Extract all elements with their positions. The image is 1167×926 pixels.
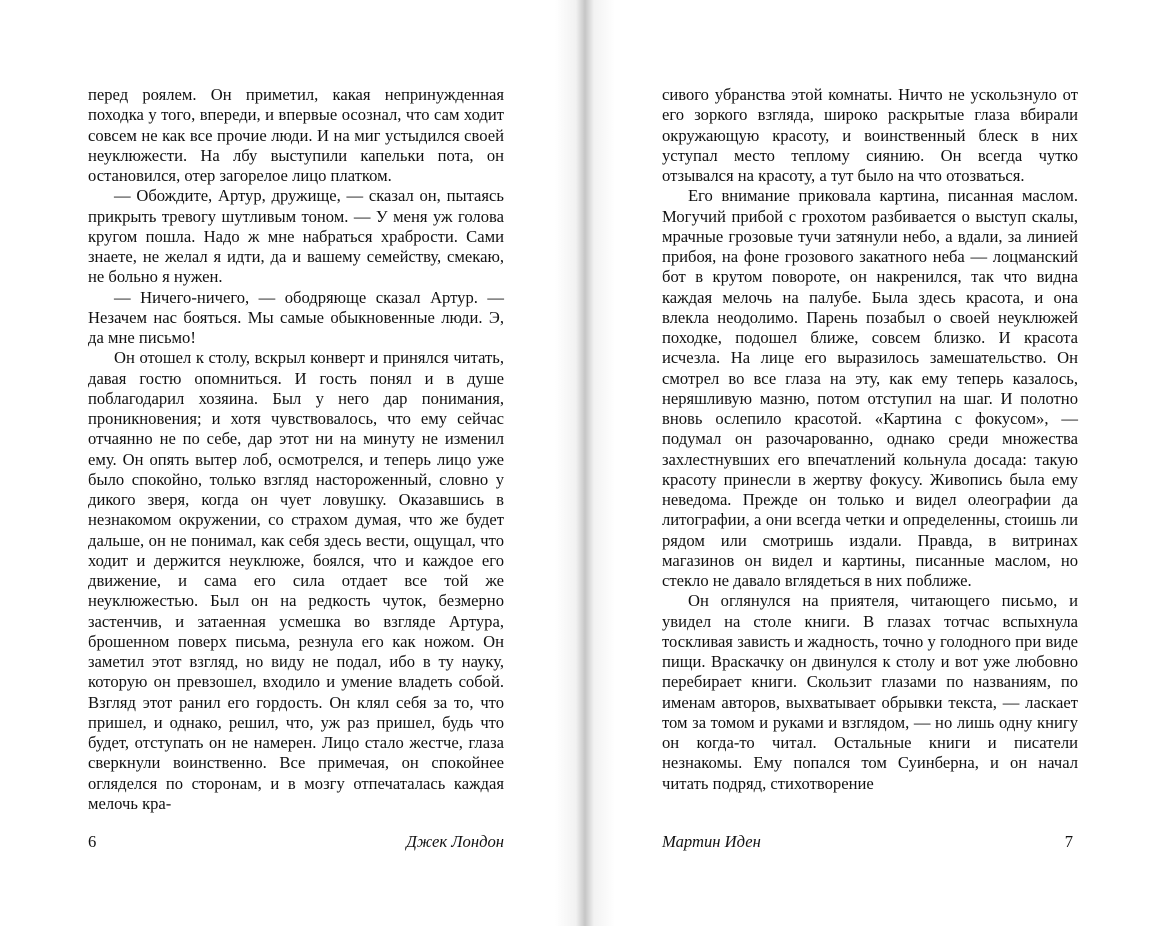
right-page-number: 7 xyxy=(1064,832,1073,851)
right-running-head: Мартин Иден xyxy=(662,832,761,851)
right-page-text xyxy=(662,85,1078,815)
left-paragraph-4: Он отошел к столу, вскрыл конверт и принялся читать, давая гостю опомниться. И гость понял и в душе поблагодарил хозяина. Был у него дар понимания, проникновения; и хотя чувствовалось, что ему сейчас отчаянно не по себе, дар этот ни на минуту не изменил ему. Он опять вытер лоб, осмотрелся, и теперь лицо уже было спокойно, только взгляд настороженный, словно у дикого зверя, когда он чует ловушку. Оказавшись в незнакомом окружении, со страхом думая, что же будет дальше, он не понимал, как себя здесь вести, ощущал, что ходит и держится неуклюже, боялся, что и каждое его движение, и сама его сила отдает все той же неуклюжестью. Был он на редкость чуток, безмерно застенчив, и затаенная усмешка во взгляде Артура, брошенном поверх письма, резнула его как ножом. Он заметил этот взгляд, но виду не подал, ибо в ту науку, которую он превзошел, входило и умение владеть собой. Взгляд этот ранил его гордость. Он клял себя за то, что пришел, и однако, решил, что, уж раз пришел, будь что будет, отступать он не намерен. Лицо стало жестче, глаза сверкнули воинственно. Все примечая, он спокойнее огляделся по сторонам, и в мозгу отпечаталась каждая мелочь кра- xyxy=(88,348,504,813)
book-gutter-shadow xyxy=(555,0,615,926)
right-page-footer xyxy=(662,832,1078,854)
left-paragraph-1: перед роялем. Он приметил, какая непринужденная походка у того, впереди, и впервые осознал, что сам ходит совсем не как все прочие люди. И на миг устыдился своей неуклюжести. На лбу выступили капельки пота, он остановился, отер загорелое лицо платком. xyxy=(88,85,504,185)
left-page-text xyxy=(88,85,504,815)
right-paragraph-1: сивого убранства этой комнаты. Ничто не ускользнуло от его зоркого взгляда, широко раскрытые глаза вбирали окружающую красоту, и воинственный блеск в них уступал место теплому сиянию. Он всегда чутко отзывался на красоту, а тут было на что отозваться. xyxy=(662,85,1078,185)
left-paragraph-2: — Обождите, Артур, дружище, — сказал он, пытаясь прикрыть тревогу шутливым тоном. — У меня уж голова кругом пошла. Надо ж мне набраться храбрости. Сами знаете, не желал я идти, да и вашему семейству, смекаю, не больно я нужен. xyxy=(88,186,504,287)
left-running-head: Джек Лондон xyxy=(406,832,504,851)
right-page xyxy=(662,85,1078,815)
right-paragraph-3: Он оглянулся на приятеля, читающего письмо, и увидел на столе книги. В глазах тотчас вспыхнула тоскливая зависть и жадность, точно у голодного при виде пищи. Враскачку он двинулся к столу и вот уже любовно перебирает книги. Скользит глазами по названиям, по именам авторов, выхватывает обрывки текста, — ласкает том за томом и руками и взглядом, — но лишь одну книгу он когда-то читал. Остальные книги и писатели незнакомы. Ему попался том Суинберна, и он начал читать подряд, стихотворение xyxy=(662,591,1078,793)
left-paragraph-3: — Ничего-ничего, — ободряюще сказал Артур. — Незачем нас бояться. Мы самые обыкновенные люди. Э, да мне письмо! xyxy=(88,287,504,347)
left-page xyxy=(88,85,504,815)
right-paragraph-2: Его внимание приковала картина, писанная маслом. Могучий прибой с грохотом разбивается о выступ скалы, мрачные грозовые тучи затянули небо, а вдали, за линией прибоя, на фоне грозового закатного неба — лоцманский бот в крутом повороте, он накренился, так что видна каждая мелочь на палубе. Была здесь красота, и она влекла неодолимо. Парень позабыл о своей неуклюжей походке, подошел ближе, совсем близко. И красота исчезла. На лице его выразилось замешательство. Он смотрел во все глаза на эту, как ему теперь казалось, неряшливую мазню, потом отступил на шаг. И полотно вновь ослепило красотой. «Картина с фокусом», — подумал он разочарованно, однако среди множества захлестнувших его впечатлений кольнула досада: такую красоту принесли в жертву фокусу. Живопись была ему неведома. Прежде он только и видел олеографии да литографии, а они всегда четки и определенны, стоишь ли рядом или смотришь издали. Правда, в витринах магазинов он видел и картины, писанные маслом, но стекло не давало вглядеться в них поближе. xyxy=(662,186,1078,590)
left-page-footer xyxy=(88,832,504,854)
left-page-number: 6 xyxy=(88,832,97,851)
